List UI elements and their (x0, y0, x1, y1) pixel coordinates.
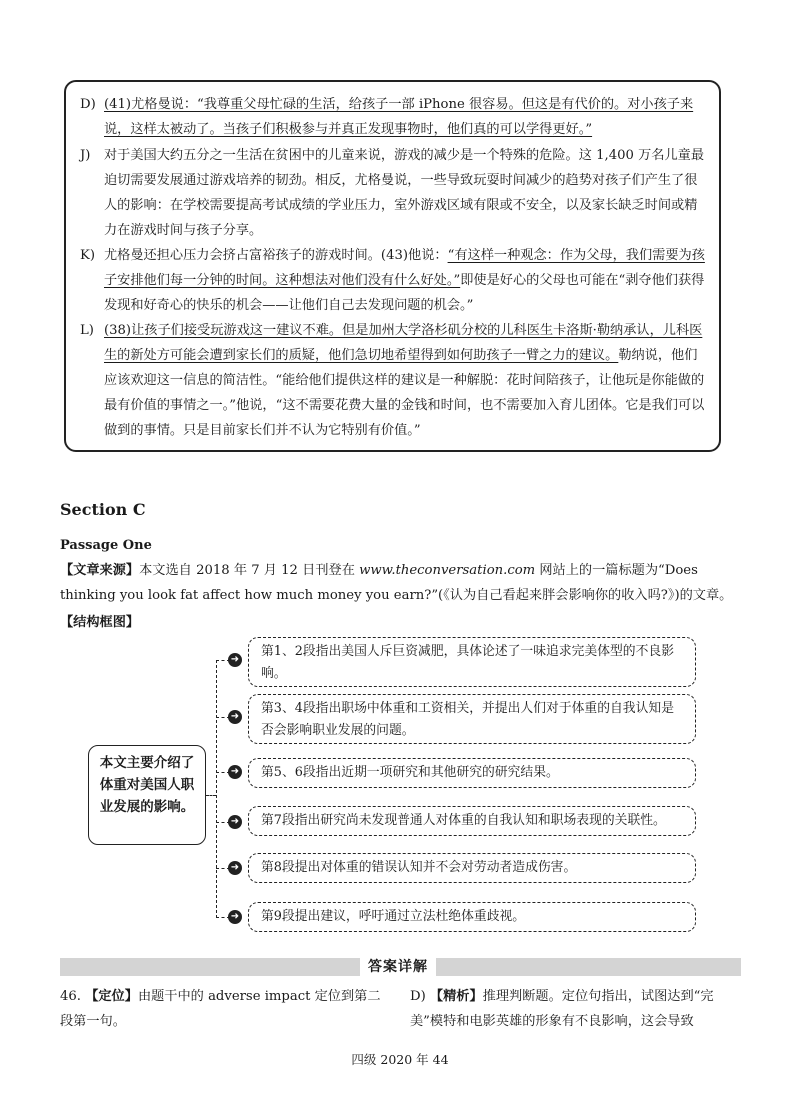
structure-item-1: 第1、2段指出美国人斥巨资减肥，具体论述了一味追求完美体型的不良影响。 (248, 637, 696, 687)
arrow-icon: ➜ (228, 653, 242, 667)
section-title: Section C (60, 500, 146, 519)
source-text-2: 网站上的一篇标题为“Does thinking you look fat affect how much money you earn?”(《认为自己看起来胖会影响你的收入吗?》)的文章。 (60, 563, 733, 603)
question-number: 46. (60, 989, 81, 1004)
paragraph-d (80, 92, 710, 142)
structure-item-2: 第3、4段指出职场中体重和工资相关，并提出人们对于体重的自我认知是否会影响职业发展的问题。 (248, 694, 696, 744)
paragraph-text: 勒纳说，他们应该欢迎这一信息的简洁性。“能给他们提供这样的建议是一种解脱：花时间陪孩子，让他玩是你能做的最有价值的事情之一。”他说，“这不需要花费大量的金钱和时间，也不需要加入育儿团体。它是我们可以做到的事情。只是目前家长们并不认为它特别有价值。” (104, 348, 705, 438)
structure-item-3: 第5、6段指出近期一项研究和其他研究的研究结果。 (248, 758, 696, 788)
answer-d (410, 984, 740, 1034)
option-label: D) (410, 989, 426, 1004)
passage-title: Passage One (60, 538, 152, 553)
structure-item-4: 第7段指出研究尚未发现普通人对体重的自我认知和职场表现的关联性。 (248, 806, 696, 836)
paragraph-label: D) (80, 97, 96, 112)
paragraph-label: K) (80, 248, 95, 263)
paragraph-j (80, 143, 710, 243)
paragraph-label: J) (80, 148, 91, 163)
source-line (60, 558, 740, 608)
main-idea-box: 本文主要介绍了体重对美国人职业发展的影响。 (88, 745, 206, 845)
underlined-text: (38)让孩子们接受玩游戏这一建议不难。但是加州大学洛杉矶分校的儿科医生卡洛斯·勒纳承认，儿科医生的新处方可能会遭到家长们的质疑，他们急切地希望得到如何助孩子一臂之力的建议。 (104, 323, 703, 363)
frame-label: 【结构框图】 (60, 615, 140, 630)
arrow-icon: ➜ (228, 710, 242, 724)
paragraph-text-2: 即使是好心的父母也可能在“剥夺他们获得发现和好奇心的快乐的机会——让他们自己去发现问题的机会。” (104, 273, 705, 313)
main-connector (206, 795, 216, 796)
source-text: 本文选自 2018 年 7 月 12 日刊登在 (139, 563, 360, 578)
answer-tag: 【定位】 (85, 989, 138, 1004)
paragraph-text: 尤格曼还担心压力会挤占富裕孩子的游戏时间。(43)他说： (104, 248, 448, 263)
answer-tag: 【精析】 (429, 989, 483, 1004)
structure-item-6: 第9段提出建议，呼吁通过立法杜绝体重歧视。 (248, 902, 696, 932)
source-label: 【文章来源】 (60, 563, 140, 578)
arrow-icon: ➜ (228, 861, 242, 875)
page-footer: 四级 2020 年 44 (351, 1052, 449, 1067)
underlined-text: “有这样一种观念：作为父母，我们需要为孩子安排他们每一分钟的时间。这种想法对他们没有什么好处。” (104, 248, 705, 288)
answer-text: 由题干中的 adverse impact 定位到第二段第一句。 (60, 989, 381, 1029)
paragraph-label: L) (80, 323, 94, 338)
answer-text: 推理判断题。定位句指出，试图达到“完美”模特和电影英雄的形象有不良影响，这会导致 (410, 989, 714, 1029)
answer-46 (60, 984, 390, 1034)
arrow-icon: ➜ (228, 765, 242, 779)
structure-item-5: 第8段提出对体重的错误认知并不会对劳动者造成伤害。 (248, 853, 696, 883)
underlined-text: (41)尤格曼说：“我尊重父母忙碌的生活，给孩子一部 iPhone 很容易。但这是有代价的。对小孩子来说，这样太被动了。当孩子们积极参与并真正发现事物时，他们真的可以学得更好。” (104, 97, 694, 137)
arrow-icon: ➜ (228, 815, 242, 829)
answer-banner-title: 答案详解 (360, 956, 436, 976)
paragraph-l (80, 318, 710, 443)
vertical-connector (216, 660, 217, 918)
arrow-icon: ➜ (228, 910, 242, 924)
source-site: www.theconversation.com (359, 563, 536, 578)
paragraph-k (80, 243, 710, 318)
paragraph-text: 对于美国大约五分之一生活在贫困中的儿童来说，游戏的减少是一个特殊的危险。这 1,400 万名儿童最迫切需要发展通过游戏培养的韧劲。相反，尤格曼说，一些导致玩耍时间减少的趋势对孩子们产生了很人的影响：在学校需要提高考试成绩的学业压力，室外游戏区域有限或不安全，以及家长缺乏时间或精力在游戏时间与孩子分享。 (104, 148, 705, 238)
